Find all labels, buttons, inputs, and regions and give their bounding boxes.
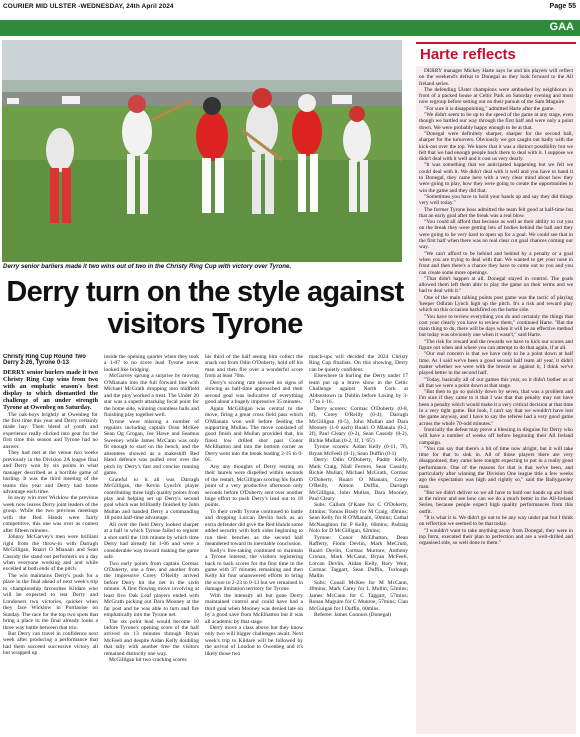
sidebar-paragraph: "Sometimes you have to hold your hands up and say they did things very well today." [419, 193, 573, 207]
sidebar-paragraph: "The risk for reward and the rewards we have to kick our scores and figure out when and where you can attempt to do that again, if at all. [419, 338, 573, 352]
sidebar-article [416, 66, 576, 734]
paragraph: The win maintains Derry's push for a place in the final ahead of next week's trip to championship favourites Kildare who will be expected to test Derry and Londoners two victories, quicker when they face Wicklow in Portlaoise on Sunday. The race for the top two spots that bring a place in the final already looks a three way battle between that trio. [3, 572, 98, 631]
sidebar-paragraph: The defending Ulster champions were ambushed by neighbours in front of a packed house at Celtic Park on Saturday evening and must now regroup before setting out on their pursuit of the Sam Maguire. [419, 86, 573, 106]
sidebar-paragraph: "That didn't happen at all. Donegal stayed in control. The goals allowed them left them able to play the game on their terms and we had to deal with it." [419, 275, 573, 295]
sidebar-paragraph: "But then to go so quickly down by seven, that was a problem and I'm sure if they came to it that I was that that penalty may not have been a penalty which would make it a very critical decision at that time in a very tight game. But look, I can't say that we wouldn't have lost the game anyway, and I have to say the referee had a very good game across the whole 70-odd minutes." [419, 389, 573, 427]
paragraph: To their credit Tyrone continued to battle and dropping Lorcan Devlin back as an extra defender did give the Red Hands some added security with both sides beginning to run their benches as the second half meandered toward its inevitable conclusion. [205, 508, 303, 548]
sidebar-paragraph: The former Tyrone boss admitted the team felt good at half-time but that an early goal after the break was a real blow. [419, 206, 573, 219]
headline: Derry turn on the style against visitors Tyrone [6, 276, 404, 340]
subs-tyrone: Subs: Conail McKee for M McCann, 40mins; Mark Carey for L Mullin, 52mins; James McCann for C Taggart, 57mins; Ronan Maguire for C Munroe, 57mins; Cian McGuigan for I Duffin, 60mins. [309, 579, 408, 612]
sidebar-paragraph: "Donegal were definitely sharper, sharper for the second ball, sharper for the turnovers. Obviously we got caught out badly with the kick-out over the top. We knew that it was a distinct possibility but we felt that we had enough people back there to deal with it. I suppose we didn't deal with it well and it cost us very dearly. [419, 130, 573, 163]
paragraph: They had met at the venue two weeks previously in the Division 2A league final and Derry won by six points in what manager described as a horrible game of hurling. It was the third meeting of the teams this year and Derry had home advantage each time. [3, 450, 98, 495]
section-label: GAA [549, 21, 574, 33]
scorers-derry: Derry scorers: Cormac O'Doherty (0-8, 6f), Corey O'Reilly (0-4), Darragh McGilligan (0-5), John Mullan and Dara Mooney (1-0 each) Ruairi O Mianain (0-2, 2f), Paul Cleary (0-2), Sean Cassidy (0-2), Richie Mullan (0-2, 1f, 1 '65') [309, 405, 408, 444]
sidebar-paragraph: "Our real concern is that we have only to be a point down at half time. As I said we've been a good second half team all year, it didn't matter whether we were with the breeze or against it, I think we've played better in the second half. [419, 351, 573, 377]
lineup-tyrone: Tyrone: Conor McElhatton, Dean Rafferty, Fionn Devlin, Mark MeCrum, Ruairi Devlin, Cormac Murtore, Anthony Cronan, Mark McCann, Bryan McFeeli, Lorcan Devlin, Aidan Kelly, Rory Weir, Cormac Taggart, Sean Duffin, Turlough Mallin [309, 534, 408, 580]
article-lead: DERRY senior hurlers made it two Christy Ring Cup wins from two with an emphatic season's best display to which dismantled the challenge of an under strength Tyrone at Owenbeg on Saturday. [3, 369, 98, 412]
paragraph: Derry's scoring rate showed no signs of slowing as half-time approached and their second goal was indicative of everything good about a hugely impressive 35 minutes. [205, 379, 303, 406]
article-column-4 [309, 354, 408, 734]
paragraph: match-ups will decided the 2024 Christy Ring Cup finalists. On this showing, Derry can be quietly confident. [309, 354, 408, 373]
sidebar-paragraph: Ironically the defeat may prove a blessing in disguise for Derry who will have a number of weeks off before beginning their All Ireland campaign. [419, 426, 573, 446]
article-column-2 [104, 354, 199, 734]
article-column-3 [205, 354, 303, 734]
match-photo [2, 40, 402, 262]
sidebar-header [416, 42, 576, 64]
sidebar-paragraph: "We can't afford to be behind and behind by a penalty or a goal when you are trying to deal with that. We wanted to get your nose in front and then there's a chance they have to come out to you and you can create some more openings. [419, 250, 573, 276]
sidebar-paragraph: DERRY manager Mickey Harte says he and his players will reflect on the weekend's defeat to Donegal as they look forward to the All Ireland series. [419, 68, 573, 87]
paragraph: McGilligan hit two cracking scores [109, 657, 187, 664]
scoreline: Derry 2-26, Tyrone 0-13 [3, 360, 69, 366]
sidebar-paragraph: "It is what it is. We didn't go out to be any way under par but I think on reflection we seemed to be that today. [419, 515, 573, 528]
paragraph: Tyrone were missing a number of regulars including captain Oran McKee Sean Og Grogan, Joe Hawe and Seamus Sweeney while James McCann was only fit enough to start on the bench, and the absentees showed as a makeshift Red Hand defence was pulled over over the pitch by Derry's fast and concise running game. [104, 418, 199, 477]
paragraph: The oak-boys brightly at Owenbeg for the first time this year and Derry certainly made hay. Their blend of youth and experience really clicked into gear for the first time this season and Tyrone had no answer. [3, 411, 98, 450]
paragraph: With the intensity all but gone Derry maintained control and could have had a third goal when Mooney was denied late on by a good save from McElhatton but it was all academic by that stage. [205, 592, 303, 625]
competition-label: Christy Ring Cup Round Two [3, 354, 86, 360]
paragraph: All over the field Derry looked sharper at a half in which Tyrone failed to register a shot until the 11th minute by which time Derry had already hit 1-06 and were a considerable way toward making the game safe. [104, 521, 199, 561]
publication-line: COURIER MID ULSTER -WEDNESDAY, 24th April 2024 [3, 3, 174, 10]
sidebar-paragraph: "But we didn't deliver so we all have to hold our hands up and look at the mirror and see how can we do a much better in the All-Ireland Series, because people expect high quality performances from this outfit. [419, 489, 573, 515]
paragraph: But Derry can travel in confidence next week after producing a performance that had them succeed successive victory all but wrapped up [3, 630, 98, 657]
sidebar-paragraph: "You can say that there's a bit of time now alright, but it will take time for that to sink in. All of those players there are very disappointed, they came here tonight expecting to put in a really good performance. One of the reasons for that is that we've been, and particularly after winning the Division One league title a few weeks ago the expectation was high and rightly so," said the Ballygawley man. [419, 445, 573, 490]
paragraph: Grateful to it all was Darragh McGilligan, the Kevin Lynch's player contributing three high quality points from play and helping set up Derry's second goal which was brilliantly finished by John Mullan and handed Derry a commanding 18 point half-time advantage. [104, 476, 199, 522]
paragraph: McGarvey sprung a surprise by moving O'Mianain into the full forward line with Michael McGrath dropping into midfield and the ploy worked a treat. The Under 20 star was a superb attacking focal point for the home side, winning countless balls and finishing play together well. [104, 373, 199, 419]
sidebar-paragraph: "You could all afford that because as well as their ability to cut you on the break they were getting lots of bodies behind the ball and they were going to be very hard to open up for a goal. We could see that in the first half when there was no real clear cut goal chances coming our way. [419, 219, 573, 251]
paragraph: Johnny McGarvey's men were brilliant right from the throw-in with Darragh McGilligan, Ruairi O Mianain and Sean Cassidy the stand out performers on a day when everyone working and and while excelled at both ends of the pitch. [3, 534, 98, 573]
section-bar [0, 20, 580, 36]
sidebar-paragraph: "I wouldn't want to take anything away from Donegal, they were in top form, executed their plan to perfection and are a well-drilled and organised side, so well done to them." [419, 527, 573, 547]
sidebar-paragraph: "Today, basically all of our games this year, so it didn't bother us at all that we were a point down at that stage. [419, 376, 573, 389]
paragraph: Two early points from captain Cormac O'Doherty, one a free, and another from the impressive Corey O'Reilly arrived before Derry hit the net in the sixth minute. A first flowing move involving at least five Oak Leaf players ended with McGrath picking out Dara Mooney at the far post and he was able to turn and fire emphatically into the Tyrone net. [104, 560, 199, 619]
scorers-tyrone: Tyrone scorers: Aidan Kelly (0-11, 7f), Bryan McFeeli (0-1), Sean Duffin (0-1) [309, 444, 408, 457]
sidebar-paragraph: "We didn't seem to be up to the speed of the game at any stage, even though we battled our way through the first half and were only a point down. We were probably happy enough to be at that. [419, 112, 573, 131]
masthead [0, 0, 580, 21]
sidebar-paragraph: "You have to review everything you do and certainly the things that cost your clearly you have to review them," continued Harte. "But the main thing to do, there will be days when it will be an effective method but today was obviously one when it wasn't," said Harte. [419, 313, 573, 339]
paragraph: In away win over Wicklow the previous week now leaves Derry joint leaders of the group. While the two previous meetings with the Red Hands were fairly competitive, this one was over as contest after fifteen minutes. [3, 495, 98, 534]
paragraph: Kelly's free-taking continued to maintain a Tyrone interest, the visitors registering back to back scores for the first time in the game with 37 minutes remaining and then Kelly hit four unanswered efforts to bring the score to 2-23 to 0-13 but we remained in damage limitation territory for Tyrone. [205, 547, 303, 593]
paragraph: inside the opening quarter when they took a 1-07 to no score lead Tyrone never looked like bridging. [104, 354, 199, 373]
lineup-derry: Derry: Odin O'Doherty, Paddy Kelly, Mark Craig, Niall Ferrero, Sean Cassidy, Richie Mullan, Michael McGrath, Cormac O'Doherty, Ruairi O Mianain, Corey O'Reilly, Aimon Duffin, Darragh McGilligan, John Mullan, Dara Mooney, Paul Cleary [309, 457, 408, 502]
paragraph: his third of the half seeing him collect the snack out from Odin O'Doherty, hold off his man and then fire over a wonderful score from at least 70m. [205, 354, 303, 380]
sidebar-paragraph: One of the main talking points post game was the tactic of playing 'keeper Odhran Lynch high up the pitch. It's a risk and reward play which on this occasion backfired on the home side. [419, 294, 573, 314]
sidebar-paragraph: "It was something that we anticipated happening but we felt we could deal with it. We didn't deal with it well and you have to hand it to Donegal, they came here with a very clear mind about how they were going to play, how they were going to create the opportunities to win the game and they did that. [419, 162, 573, 194]
paragraph: The six point lead would become 10 before Tyrone's opening score of the half arrived on 13 minutes through Bryan McFeeli and despite Aidan Kelly doubling that tally with another free the visitors remained distinctly one way. [104, 618, 199, 657]
referee: Referee: James Connors (Donegal) [314, 612, 392, 619]
sidebar-title: Harte reflects [420, 46, 516, 63]
subs-derry: Subs: Callum O'Kane for C O'Doherty, 44mins; Tomas Brady for M Craig, 49mins; Sean Kelly for R O'Mianain, 50mins; Cathal McNaughton for P Kelly, 60mins; Padraig Nolo for D McGilligan, 62mins; [309, 502, 408, 535]
paragraph: Any any thoughts of Derry resting on their laurels were dispelled within seconds of the restart, McGilligan scoring his fourth point of a very productive afternoon only seconds before O'Doherty sent over another huge effort to push Derry's lead out to 18 points. [205, 463, 303, 509]
photo-caption: Derry senior barliers made it two wins out of two in the Christy Ring Cup with victory over Tyrone. [3, 263, 292, 270]
sidebar-paragraph: "For sure it is disappointing," admitted Harte after the game. [424, 105, 555, 112]
article-column-1 [3, 354, 98, 734]
paragraph: Derry move a class above but they know only two will bigger challenges await. Next week's trip to Kildare will be followed by the arrival of London to Owenbeg and it's likely those two [205, 625, 303, 657]
paragraph: Elsewhere in hurling the Derry under 17 team put up a brave show in the Celtic Challenge against North Cork at Abbotstown in Dublin before Losing by 3-17 to 1-16. [309, 373, 408, 406]
paragraph: Again McGilligan was central to the move, firing a great cross field pass which O'Mianain won well before feeding the supporting Mullan. The move consisted of good finish and Mullan provided that, his finest low drilled shot past Conor McElhatton and into the bottom corner as Derry went into the break leading 2-15 to 0-05. [205, 405, 303, 464]
page-number: Page 55 [549, 3, 576, 10]
